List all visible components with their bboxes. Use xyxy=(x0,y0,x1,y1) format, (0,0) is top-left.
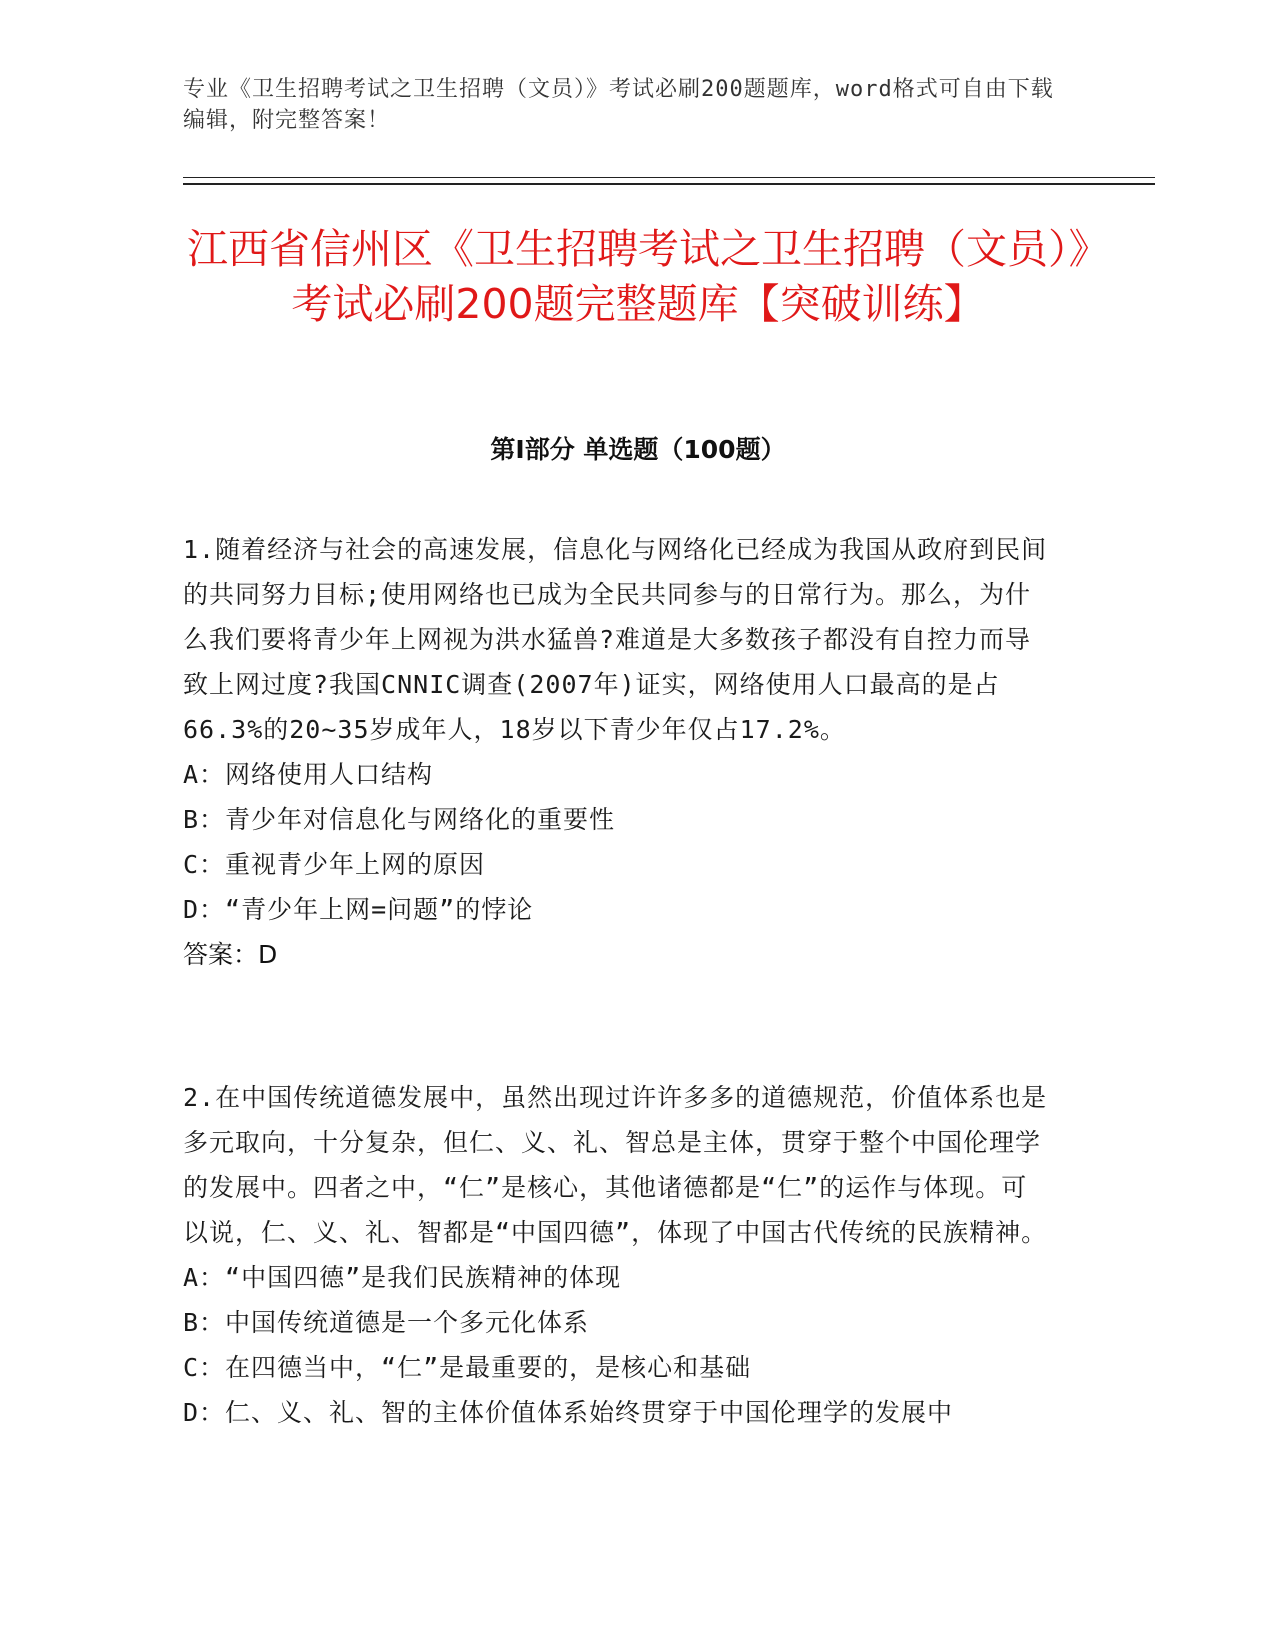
question-2 xyxy=(183,1075,1053,1435)
option-a: A：“中国四德”是我们民族精神的体现 xyxy=(183,1263,622,1292)
option-c: C：在四德当中，“仁”是最重要的，是核心和基础 xyxy=(183,1353,752,1382)
header-note: 专业《卫生招聘考试之卫生招聘（文员）》考试必刷200题题库，word格式可自由下载编辑，附完整答案！ xyxy=(183,77,1054,133)
option-d: D：“青少年上网=问题”的悖论 xyxy=(183,895,534,924)
option-b: B：中国传统道德是一个多元化体系 xyxy=(183,1308,590,1337)
question-1 xyxy=(183,527,1053,977)
header-divider-top xyxy=(183,177,1155,178)
document-title: 江西省信州区《卫生招聘考试之卫生招聘（文员）》考试必刷200题完整题库【突破训练】 xyxy=(187,225,1089,328)
question-stem: 1.随着经济与社会的高速发展，信息化与网络化已经成为我国从政府到民间的共同努力目标;使用网络也已成为全民共同参与的日常行为。那么，为什么我们要将青少年上网视为洪水猛兽?难道是大多数孩子都没有自控力而导致上网过度?我国CNNIC调查(2007年)证实，网络使用人口最高的是占66.3%的20~35岁成年人，18岁以下青少年仅占17.2%。 xyxy=(183,535,1048,744)
section-heading: 第I部分 单选题（100题） xyxy=(490,435,786,464)
question-stem: 2.在中国传统道德发展中，虽然出现过许许多多的道德规范，价值体系也是多元取向，十分复杂，但仁、义、礼、智总是主体，贯穿于整个中国伦理学的发展中。四者之中，“仁”是核心，其他诸德都是“仁”的运作与体现。可以说，仁、义、礼、智都是“中国四德”，体现了中国古代传统的民族精神。 xyxy=(183,1083,1048,1247)
option-d: D：仁、义、礼、智的主体价值体系始终贯穿于中国伦理学的发展中 xyxy=(183,1398,954,1427)
answer: 答案：D xyxy=(183,940,278,969)
option-a: A：网络使用人口结构 xyxy=(183,760,434,789)
header-divider-bottom xyxy=(183,183,1155,185)
option-b: B：青少年对信息化与网络化的重要性 xyxy=(183,805,616,834)
option-c: C：重视青少年上网的原因 xyxy=(183,850,486,879)
